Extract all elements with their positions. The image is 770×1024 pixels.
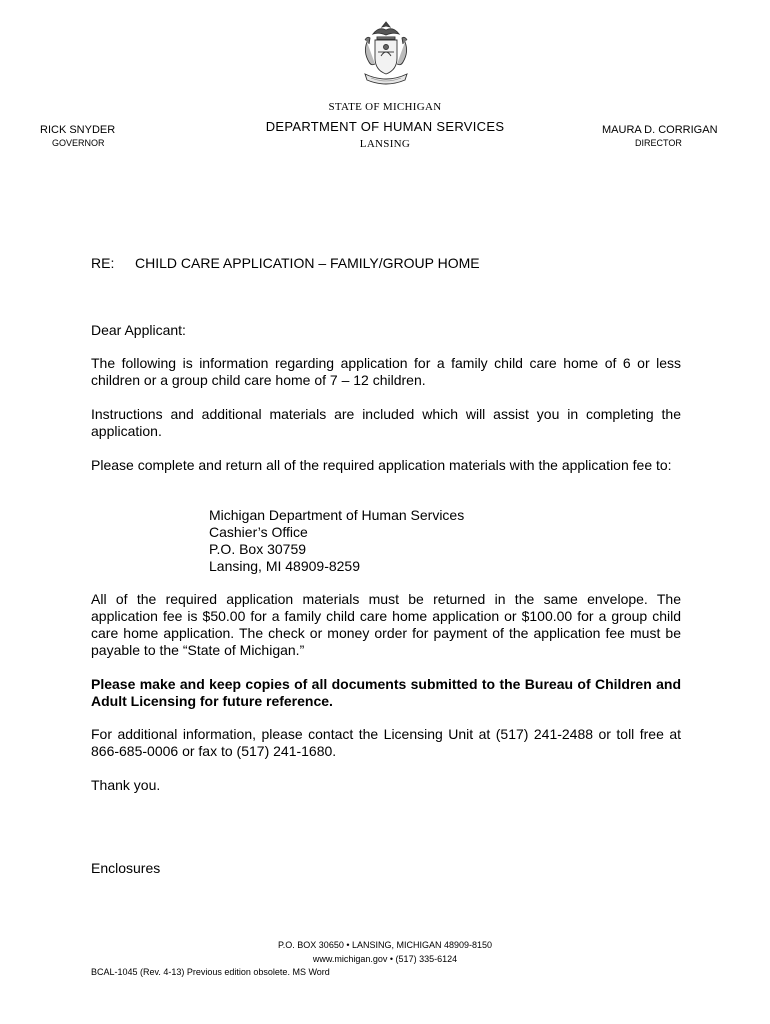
michigan-state-seal-icon [355,18,417,88]
form-identifier: BCAL-1045 (Rev. 4-13) Previous edition obsolete. MS Word [91,967,330,977]
address-line: Cashier’s Office [209,524,308,540]
paragraph-fee-details: All of the required application materials must be returned in the same envelope. The application fee is $50.00 for a family child care home application or $100.00 for a group child care home application. The check or money order for payment of the application fee must be payable to the “State of Michigan.” [91,591,681,658]
salutation: Dear Applicant: [91,322,186,338]
director-name: MAURA D. CORRIGAN [602,124,718,136]
address-line: P.O. Box 30759 [209,541,307,557]
director-title: DIRECTOR [635,138,682,148]
mailing-address-block [209,507,464,575]
enclosures-label: Enclosures [91,860,161,876]
re-label: RE: [91,255,115,271]
footer-website-phone: www.michigan.gov • (517) 335-6124 [312,954,458,964]
paragraph-keep-copies: Please make and keep copies of all documents submitted to the Bureau of Children and Adult Licensing for future reference. [91,676,681,709]
paragraph-return-instructions: Please complete and return all of the required application materials with the application fee to: [91,457,672,473]
address-line: Lansing, MI 48909-8259 [209,558,360,574]
city-heading: LANSING [359,138,411,150]
paragraph-contact-info: For additional information, please contact the Licensing Unit at (517) 241-2488 or toll free at 866-685-0006 or fax to (517) 241-1680. [91,726,681,759]
state-of-michigan-heading: STATE OF MICHIGAN [328,101,442,113]
governor-title: GOVERNOR [52,138,105,148]
governor-name: RICK SNYDER [40,124,116,136]
re-subject: CHILD CARE APPLICATION – FAMILY/GROUP HOME [135,255,480,271]
paragraph-instructions: Instructions and additional materials are included which will assist you in completing the application. [91,406,681,439]
address-line: Michigan Department of Human Services [209,507,465,523]
footer-address: P.O. BOX 30650 • LANSING, MICHIGAN 48909-8150 [277,940,493,950]
department-heading: DEPARTMENT OF HUMAN SERVICES [265,119,505,134]
paragraph-eligibility: The following is information regarding application for a family child care home of 6 or less children or a group child care home of 7 – 12 children. [91,355,681,388]
closing: Thank you. [91,777,161,793]
